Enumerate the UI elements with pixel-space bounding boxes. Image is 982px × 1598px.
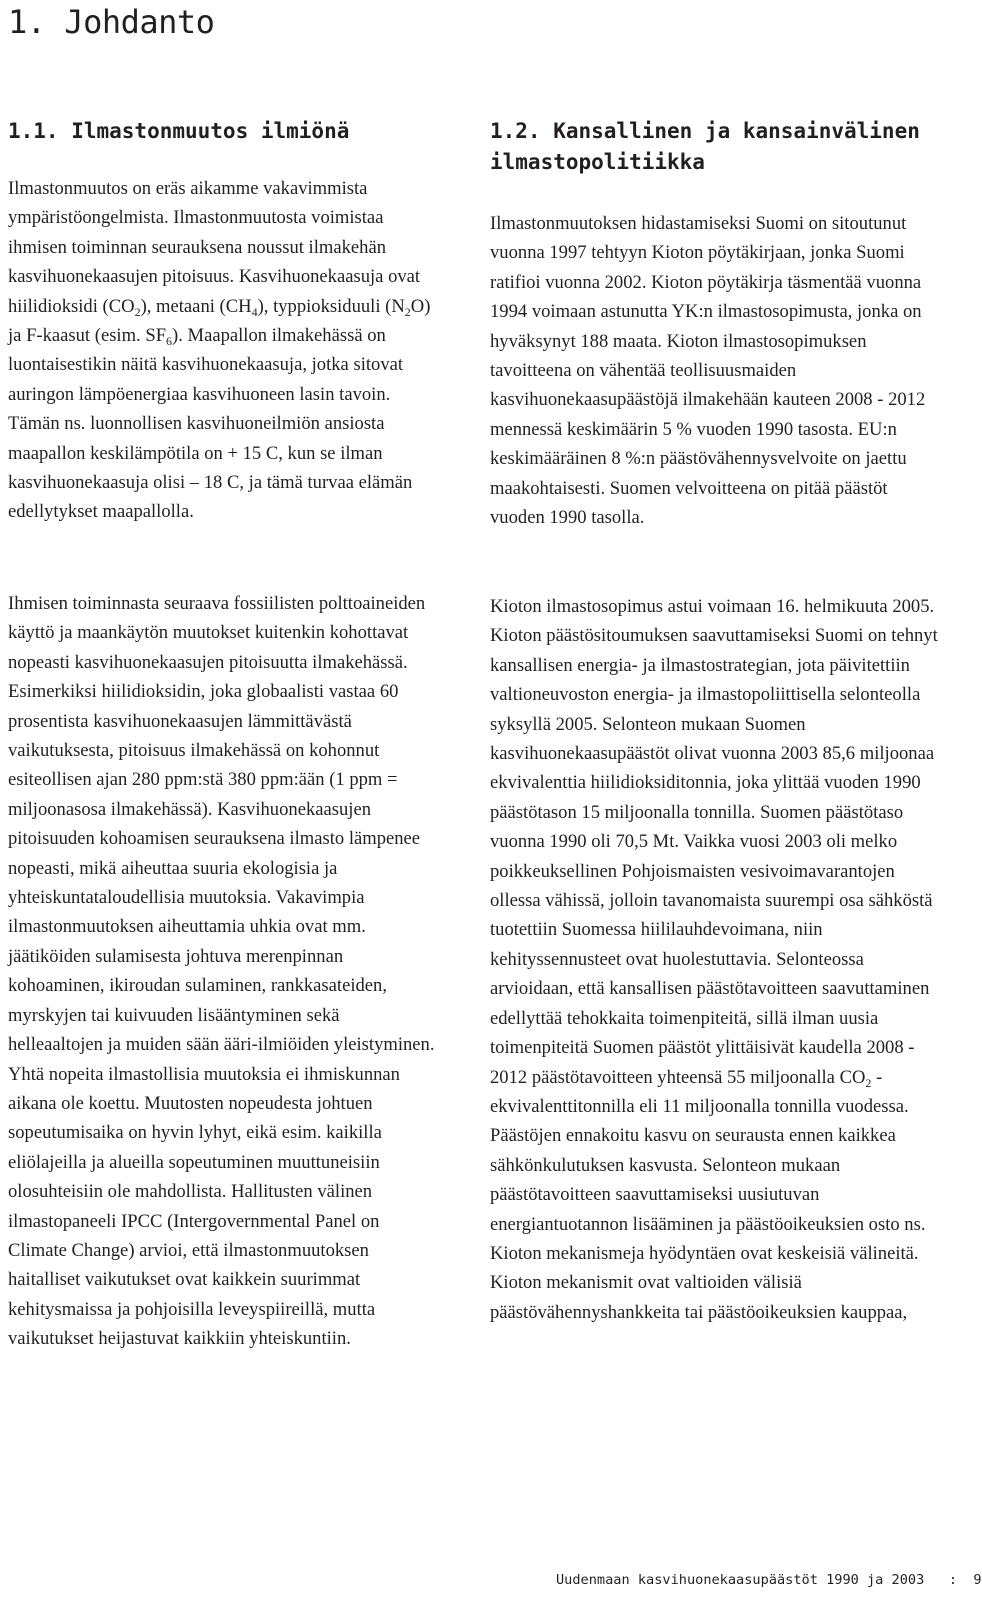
text-run: O) ja F-kaasut (esim. SF [8,295,431,347]
text-run: Ilmastonmuutos on eräs aikamme vakavimmista ympäristöongelmista. Ilmastonmuutosta voimistaa ihmisen toiminnan seurauksena noussut ilmakehän kasvihuonekaasujen pitoisuus. Kasvihuonekaasuja ovat hiilidioksidi (CO [8,178,421,317]
subscript: 6 [166,334,173,349]
subscript: 4 [251,304,258,319]
left-paragraph-2: Ihmisen toiminnasta seuraava fossiilisten polttoaineiden käyttö ja maankäytön muutokset kuitenkin kohottavat nopeasti kasvihuonekaasujen pitoisuutta ilmakehässä. Esimerkiksi hiilidioksidin, joka globaalisti vastaa 60 prosentista kasvihuonekaasujen lämmittävästä vaikutuksesta, pitoisuus ilmakehässä on kohonnut esiteollisen ajan 280 ppm:stä 380 ppm:ään (1 ppm = miljoonasosa ilmakehässä). Kasvihuonekaasujen pitoisuuden kohoamisen seurauksena ilmasto lämpenee nopeasti, mikä aiheuttaa suuria ekologisia ja yhteiskuntataloudellisia muutoksia. Vakavimpia ilmastonmuutoksen aiheuttamia uhkia ovat mm. jäätiköiden sulamisesta johtuva merenpinnan kohoaminen, ikiroudan sulaminen, rankkasateiden, myrskyjen tai kuivuuden lisääntyminen sekä helleaaltojen ja muiden sään ääri-ilmiöiden yleistyminen. Yhtä nopeita ilmastollisia muutoksia ei ihmiskunnan aikana ole koettu. Muutosten nopeudesta johtuen sopeutumisaika on hyvin lyhyt, eikä esim. kaikilla eliölajeilla ja alueilla sopeutuminen muuttuneisiin olosuhteisiin ole mahdollista. Hallitusten välinen ilmastopaneeli IPCC (Intergovernmental Panel on Climate Change) arvioi, että ilmastonmuutoksen haitalliset vaikutukset ovat kaikkein suurimmat kehitysmaissa ja pohjoisilla leveyspiireillä, mutta vaikutukset heijastuvat kaikkiin yhteiskuntiin. [8,593,435,1350]
right-paragraph-1: Ilmastonmuutoksen hidastamiseksi Suomi on sitoutunut vuonna 1997 tehtyyn Kioton pöytäkirjaan, jonka Suomi ratifioi vuonna 2002. Kioton pöytäkirja täsmentää vuonna 1994 voimaan astunutta YK:n ilmastosopimusta, jonka on hyväksynyt 188 maata. Kioton ilmastosopimuksen tavoitteena on vähentää teollisuusmaiden kasvihuonekaasupäästöjä ilmakehään kauteen 2008 - 2012 mennessä keskimäärin 5 % vuoden 1990 tasosta. EU:n keskimääräinen 8 %:n päästövähennysvelvoite on jaettu maakohtaisesti. Suomen velvoitteena on pitää päästöt vuoden 1990 tasolla. [490,213,926,529]
right-paragraph-2 [490,592,940,1327]
page-footer [556,1571,982,1589]
section-heading-1-2: 1.2. Kansallinen ja kansainvälinen ilmastopolitiikka [490,119,920,174]
text-run: Kioton ilmastosopimus astui voimaan 16. helmikuuta 2005. Kioton päästösitoumuksen saavuttamiseksi Suomi on tehnyt kansallisen energia- ja ilmastostrategian, jota päivitettiin valtioneuvoston energia- ja ilmastopoliittisella selonteolla syksyllä 2005. Selonteon mukaan Suomen kasvihuonekaasupäästöt olivat vuonna 2003 85,6 miljoonaa ekvivalenttia hiilidioksiditonnia, joka ylittää vuoden 1990 päästötason 15 miljoonalla tonnilla. Suomen päästötaso vuonna 1990 oli 70,5 Mt. Vaikka vuosi 2003 oli melko poikkeuksellinen Pohjoismaisten vesivoimavarantojen ollessa vähissä, jolloin tavanomaista suurempi osa sähköstä tuotettiin Suomessa hiililauhdevoimana, niin kehityssennusteet ovat huolestuttavia. Selonteossa arvioidaan, että kansallisen päästötavoitteen saavuttaminen edellyttää tehokkaita toimenpiteitä, sillä ilman uusia toimenpiteitä Suomen päästöt ylittäisivät kaudella 2008 - 2012 päästötavoitteen yhteensä 55 miljoonalla CO [490,596,938,1088]
chapter-title: 1. Johdanto [8,3,215,41]
footer-title: Uudenmaan kasvihuonekaasupäästöt 1990 ja 2003 [556,1572,925,1588]
page-number: 9 [973,1572,982,1588]
text-run: -ekvivalenttitonnilla eli 11 miljoonalla tonnilla vuodessa. Päästöjen ennakoitu kasvu on seurausta ennen kaikkea sähkönkulutuksen kasvusta. Selonteon mukaan päästötavoitteen saavuttamiseksi uusiutuvan energiantuotannon lisääminen ja päästöoikeuksien osto ns. Kioton mekanismeja hyödyntäen ovat keskeisiä välineitä. Kioton mekanismit ovat valtioiden välisiä päästövähennyshankkeita tai päästöoikeuksien kauppaa, [490,1066,926,1323]
section-heading-1-1: 1.1. Ilmastonmuutos ilmiönä [8,119,350,143]
text-run: ), typpioksiduuli (N [257,295,405,317]
left-paragraph-1 [8,174,440,527]
text-run: ). Maapallon ilmakehässä on luontaisestikin näitä kasvihuonekaasuja, jotka sitovat auringon lämpöenergiaa kasvihuoneen lasin tavoin. Tämän ns. luonnollisen kasvihuoneilmiön ansiosta maapallon keskilämpötila on + 15 C, kun se ilman kasvihuonekaasuja olisi – 18 C, ja tämä turvaa elämän edellytykset maapallolla. [8,325,413,523]
subscript: 2 [404,304,411,319]
text-run: ), metaani (CH [140,295,252,317]
subscript: 2 [134,304,141,319]
subscript: 2 [865,1075,872,1090]
footer-separator: : [948,1572,958,1588]
